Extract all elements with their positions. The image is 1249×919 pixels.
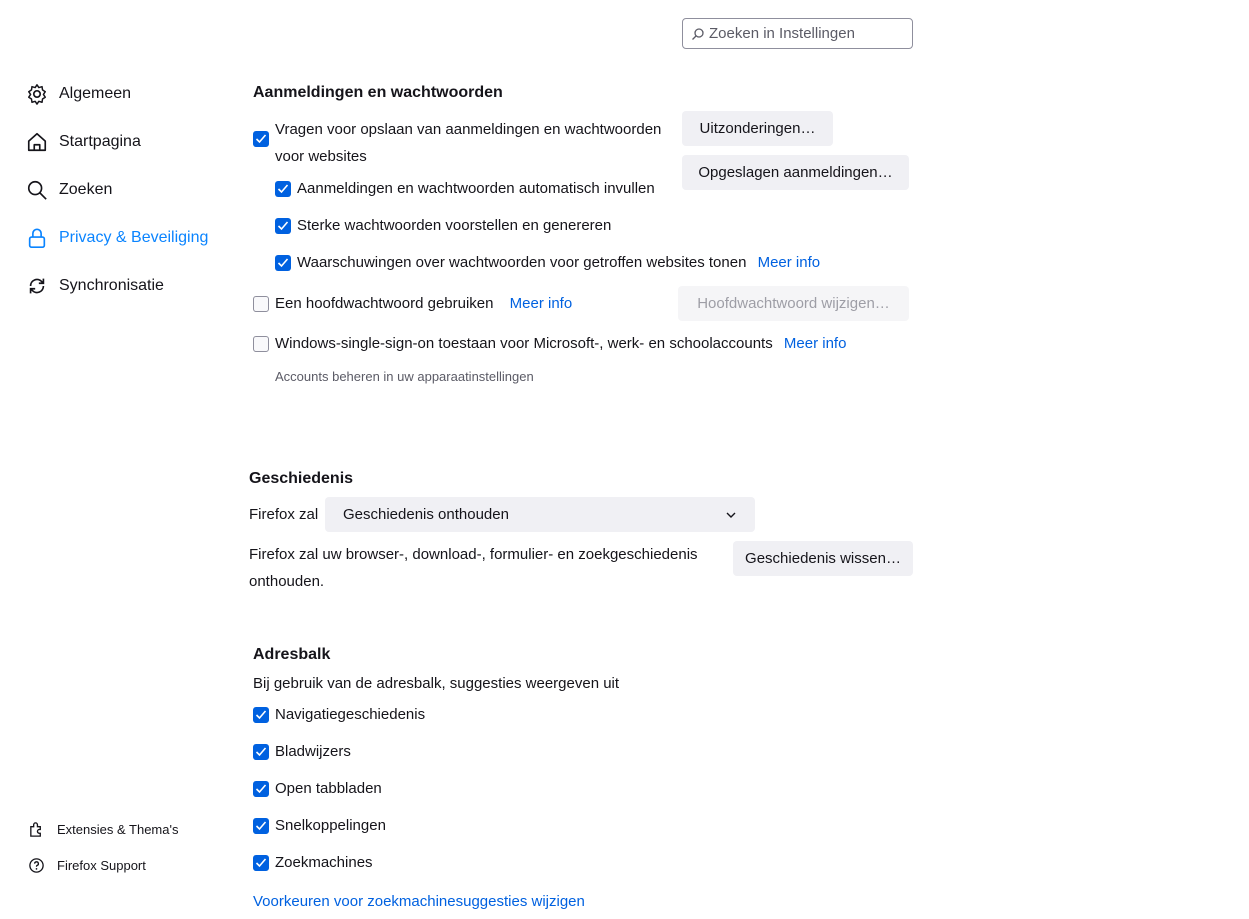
logins-heading: Aanmeldingen en wachtwoorden <box>253 84 503 101</box>
breach-alerts-label: Waarschuwingen over wachtwoorden voor getroffen websites tonen <box>297 254 747 271</box>
suggest-passwords-checkbox[interactable] <box>275 218 291 234</box>
sidebar-item-label: Startpagina <box>59 133 141 150</box>
sidebar-item-startpagina[interactable] <box>26 128 141 156</box>
breach-more-info-link[interactable]: Meer info <box>757 254 821 271</box>
exceptions-button[interactable]: Uitzonderingen… <box>682 111 833 146</box>
sidebar-item-algemeen[interactable] <box>26 80 131 108</box>
sidebar-item-label: Synchronisatie <box>59 277 164 294</box>
sidebar-item-label: Privacy & Beveiliging <box>59 229 209 246</box>
addressbar-checkbox[interactable] <box>253 818 269 834</box>
checkmark-icon <box>255 783 267 795</box>
ask-save-label: Vragen voor opslaan van aanmeldingen en wachtwoorden <box>275 121 662 138</box>
ask-save-label-2: voor websites <box>275 148 367 165</box>
sidebar-item-label: Algemeen <box>59 85 132 102</box>
help-icon <box>28 857 45 874</box>
history-mode-value: Geschiedenis onthouden <box>343 506 509 523</box>
autofill-label: Aanmeldingen en wachtwoorden automatisch invullen <box>297 180 655 197</box>
addressbar-option-label: Snelkoppelingen <box>275 817 386 834</box>
checkmark-icon <box>277 257 289 269</box>
primary-more-info-link[interactable]: Meer info <box>509 295 573 312</box>
history-description-2: onthouden. <box>249 573 325 590</box>
ask-save-checkbox[interactable] <box>253 131 269 147</box>
sidebar-item-zoeken[interactable] <box>26 176 112 204</box>
addressbar-option-label: Zoekmachines <box>275 854 373 871</box>
support-label: Firefox Support <box>57 858 146 873</box>
history-heading: Geschiedenis <box>249 470 354 487</box>
sso-note: Accounts beheren in uw apparaatinstellingen <box>275 369 534 384</box>
sso-label: Windows-single-sign-on toestaan voor Microsoft-, werk- en schoolaccounts <box>275 335 773 352</box>
search-placeholder: Zoeken in Instellingen <box>709 25 855 42</box>
checkmark-icon <box>255 133 267 145</box>
addressbar-heading: Adresbalk <box>253 646 331 663</box>
sidebar-item-label: Zoeken <box>59 181 113 198</box>
sidebar-item-privacy[interactable] <box>26 224 208 252</box>
history-description: Firefox zal uw browser-, download-, formulier- en zoekgeschiedenis <box>249 546 698 563</box>
addressbar-option-label: Bladwijzers <box>275 743 351 760</box>
history-mode-select[interactable] <box>325 497 755 532</box>
search-suggestions-prefs-link[interactable]: Voorkeuren voor zoekmachinesuggesties wijzigen <box>253 893 585 910</box>
search-icon <box>691 27 705 41</box>
sidebar-item-synchronisatie[interactable] <box>26 272 164 300</box>
sso-more-info-link[interactable]: Meer info <box>783 335 847 352</box>
checkmark-icon <box>255 857 267 869</box>
home-icon <box>26 131 48 153</box>
addressbar-description: Bij gebruik van de adresbalk, suggesties weergeven uit <box>253 675 620 692</box>
primary-password-checkbox[interactable] <box>253 296 269 312</box>
puzzle-icon <box>28 821 45 838</box>
addressbar-option-label: Open tabbladen <box>275 780 382 797</box>
addressbar-checkbox[interactable] <box>253 855 269 871</box>
extensions-label: Extensies & Thema's <box>57 822 179 837</box>
change-primary-password-button[interactable]: Hoofdwachtwoord wijzigen… <box>678 286 909 321</box>
checkmark-icon <box>255 709 267 721</box>
lock-icon <box>26 227 48 249</box>
suggest-passwords-label: Sterke wachtwoorden voorstellen en genereren <box>297 217 612 234</box>
clear-history-button[interactable]: Geschiedenis wissen… <box>733 541 913 576</box>
sso-checkbox[interactable] <box>253 336 269 352</box>
checkmark-icon <box>255 746 267 758</box>
autofill-checkbox[interactable] <box>275 181 291 197</box>
chevron-down-icon <box>725 511 737 519</box>
addressbar-checkbox[interactable] <box>253 744 269 760</box>
extensions-link[interactable] <box>28 821 178 838</box>
addressbar-option-label: Navigatiegeschiedenis <box>275 706 426 723</box>
saved-logins-button[interactable]: Opgeslagen aanmeldingen… <box>682 155 909 190</box>
search-icon <box>26 179 48 201</box>
checkmark-icon <box>277 183 289 195</box>
search-input[interactable] <box>682 18 913 49</box>
checkmark-icon <box>277 220 289 232</box>
history-mode-label: Firefox zal <box>249 506 319 523</box>
breach-alerts-checkbox[interactable] <box>275 255 291 271</box>
checkmark-icon <box>255 820 267 832</box>
addressbar-checkbox[interactable] <box>253 707 269 723</box>
primary-password-label: Een hoofdwachtwoord gebruiken <box>275 295 494 312</box>
support-link[interactable] <box>28 857 146 874</box>
addressbar-checkbox[interactable] <box>253 781 269 797</box>
sync-icon <box>26 275 48 297</box>
gear-icon <box>26 83 48 105</box>
